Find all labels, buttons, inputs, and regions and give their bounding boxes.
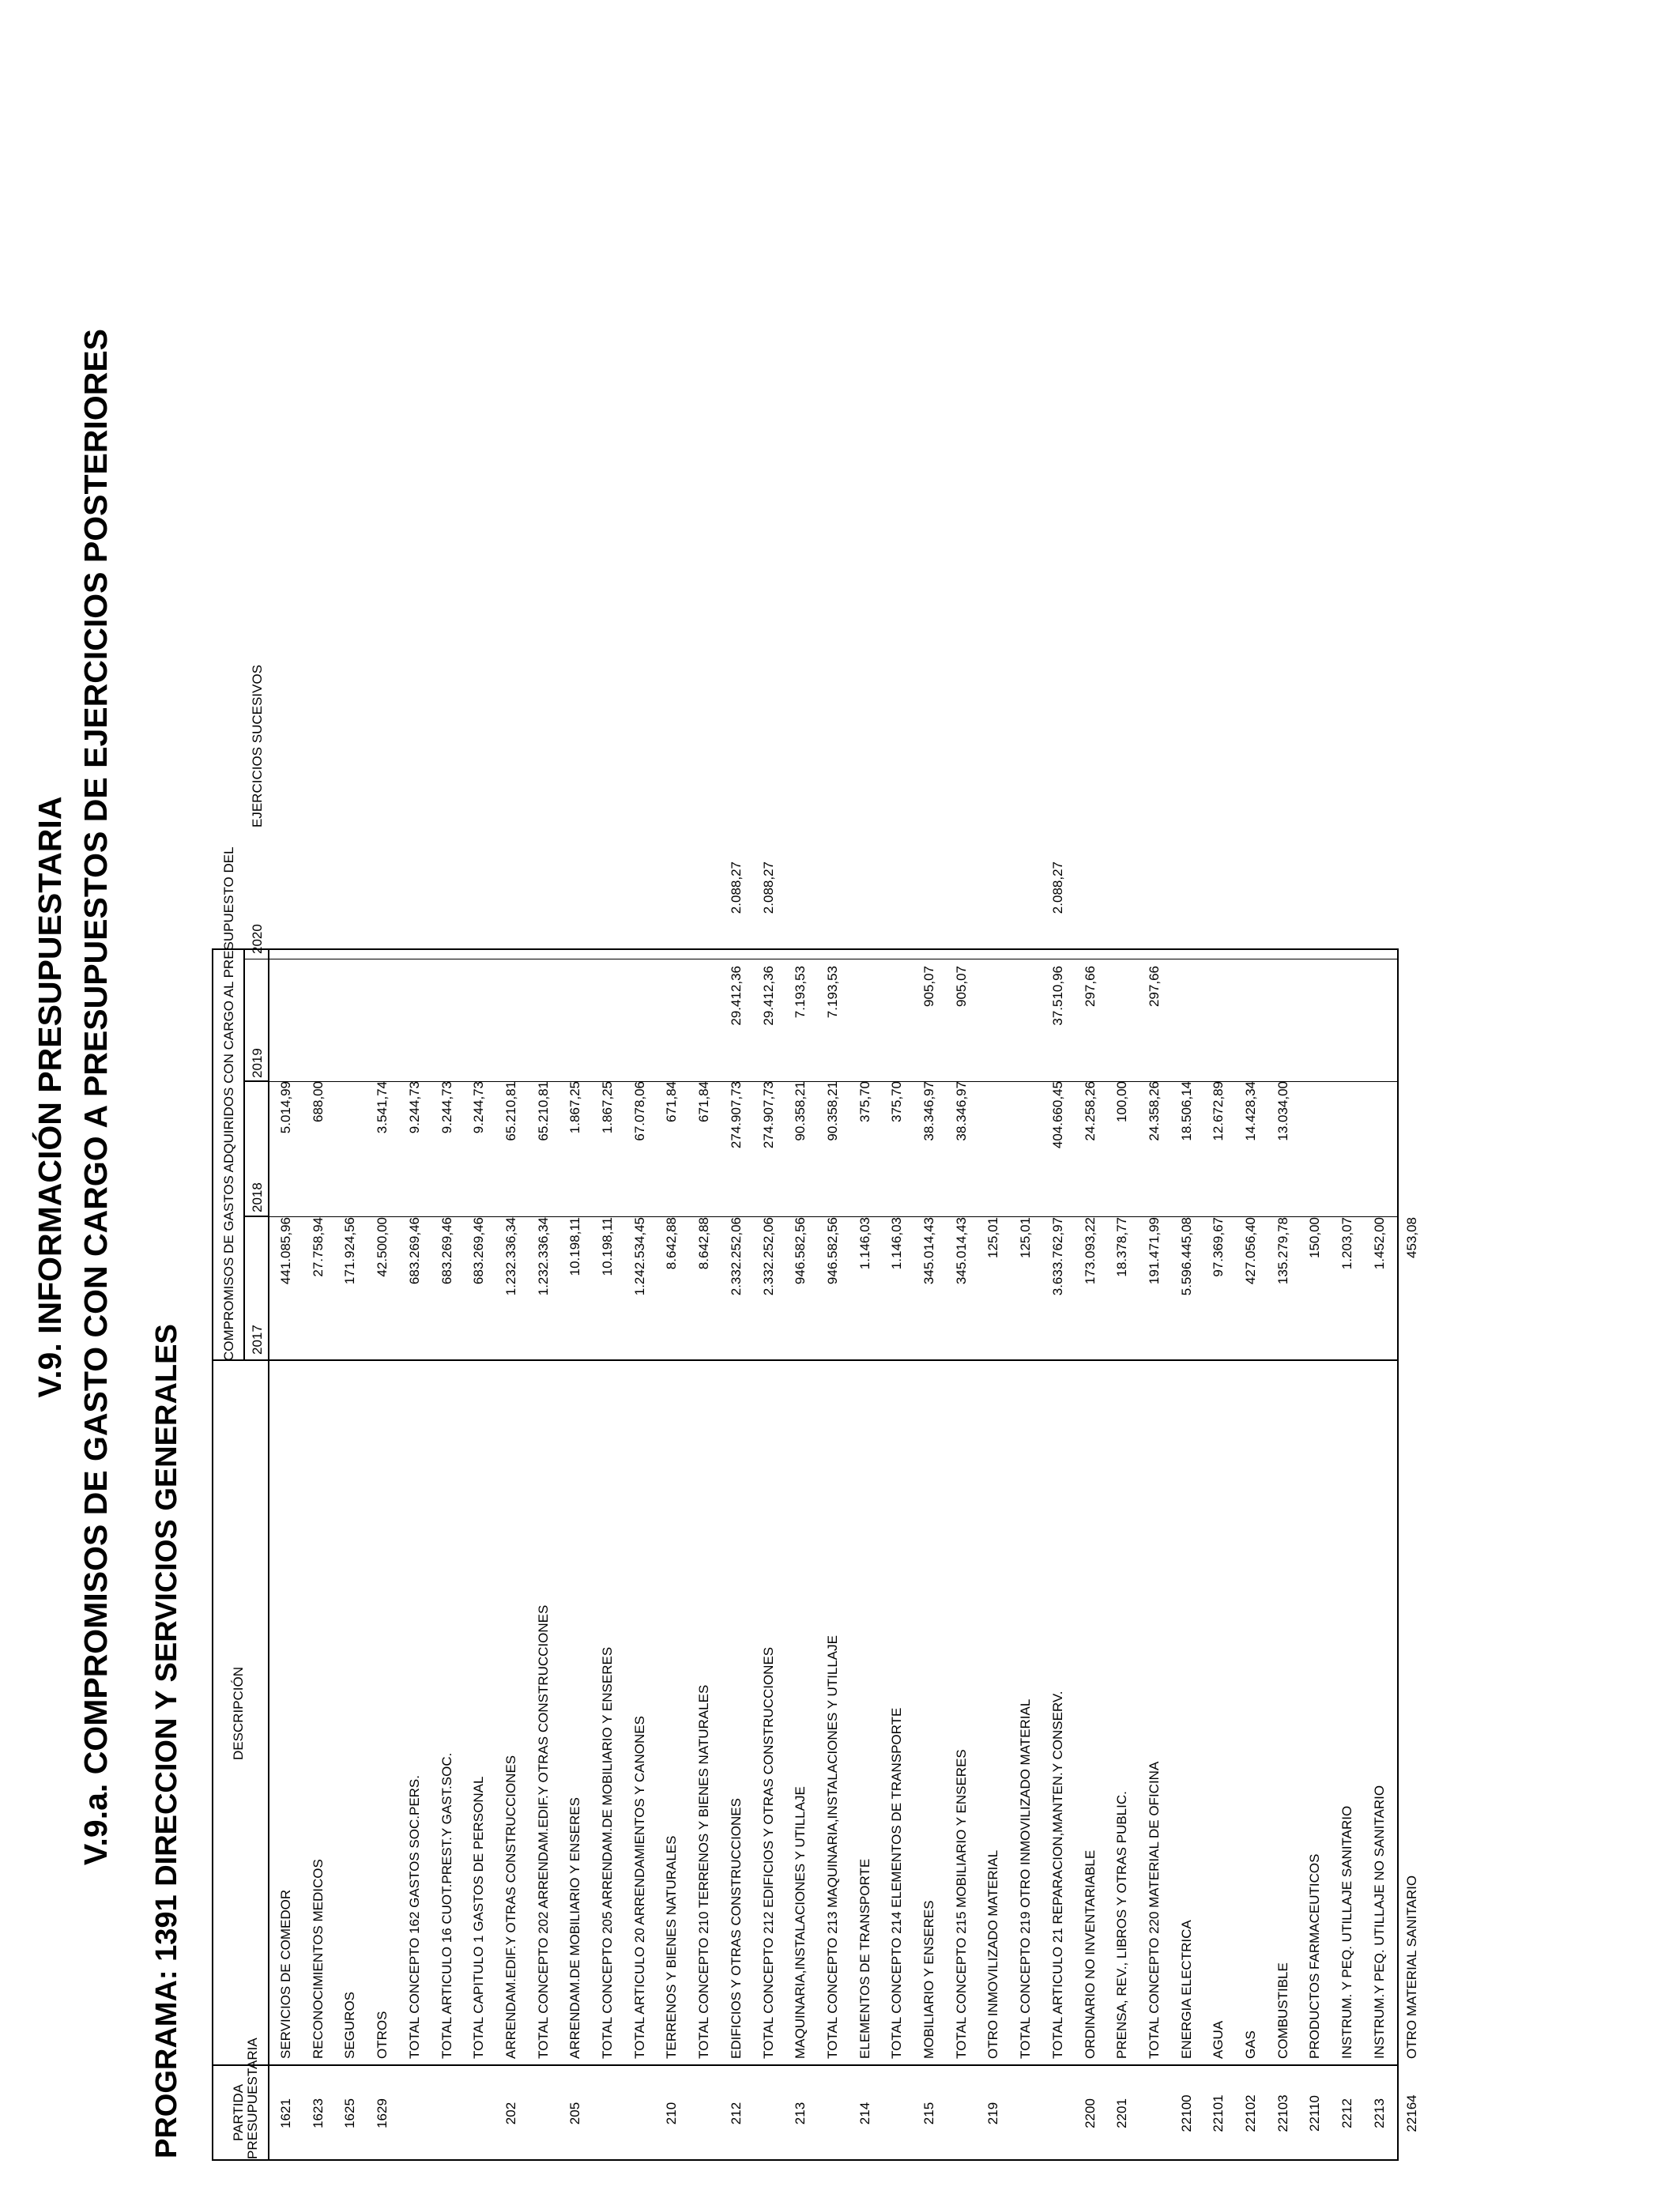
table-row <box>463 947 495 2159</box>
amount-2017: 10.198,11 <box>600 1217 615 1276</box>
amount-2017: 10.198,11 <box>567 1217 583 1276</box>
amount-2017: 1.242.534,45 <box>631 1217 647 1296</box>
partida-code: 1629 <box>375 2098 390 2128</box>
amount-2018: 90.358,21 <box>824 1081 840 1141</box>
amount-2018: 9.244,73 <box>439 1081 454 1134</box>
document-title: V.9. INFORMACIÓN PRESUPUESTARIA <box>32 796 68 1398</box>
table-row <box>1010 947 1042 2159</box>
descripcion-cell: GAS <box>1243 2030 1258 2059</box>
header-year-2020: 2020 <box>250 924 265 954</box>
table-row <box>592 947 623 2159</box>
header-descripcion: DESCRIPCIÓN <box>231 1666 246 1761</box>
descripcion-cell: ENERGIA ELECTRICA <box>1178 1920 1194 2059</box>
descripcion-cell: ARRENDAM.EDIF.Y OTRAS CONSTRUCCIONES <box>503 1755 518 2059</box>
amount-2018: 671,84 <box>664 1081 680 1122</box>
descripcion-cell: ORDINARIO NO INVENTARIABLE <box>1082 1849 1098 2059</box>
amount-2017: 18.378,77 <box>1114 1217 1130 1277</box>
document-subtitle: V.9.a. COMPROMISOS DE GASTO CON CARGO A PRESUPUESTOS DE EJERCICIOS POSTERIORES <box>77 328 114 1866</box>
amount-2018: 688,00 <box>310 1081 326 1122</box>
amount-2018: 67.078,06 <box>631 1081 647 1141</box>
amount-2017: 2.332.252,06 <box>728 1217 744 1296</box>
partida-code: 210 <box>664 2102 680 2125</box>
amount-2019: 297,66 <box>1146 966 1162 1007</box>
partida-code: 22103 <box>1275 2094 1290 2132</box>
amount-2018: 24.358,26 <box>1146 1081 1162 1141</box>
table-row <box>1268 947 1299 2159</box>
amount-2018: 274.907,73 <box>728 1081 744 1149</box>
table-row <box>1042 861 1074 2159</box>
amount-2018: 375,70 <box>857 1081 872 1122</box>
amount-2017: 2.332.252,06 <box>760 1217 776 1296</box>
descripcion-cell: PRENSA, REV., LIBROS Y OTRAS PUBLIC. <box>1114 1791 1130 2059</box>
table-row <box>785 947 816 2159</box>
partida-code: 205 <box>567 2102 583 2125</box>
amount-2017: 427.056,40 <box>1243 1217 1258 1285</box>
descripcion-cell: COMBUSTIBLE <box>1275 1962 1290 2059</box>
partida-code: 214 <box>857 2102 872 2125</box>
descripcion-cell: TOTAL CONCEPTO 220 MATERIAL DE OFICINA <box>1146 1761 1162 2059</box>
descripcion-cell: TOTAL CAPITULO 1 GASTOS DE PERSONAL <box>471 1776 487 2059</box>
header-year-2018: 2018 <box>250 1182 265 1212</box>
descripcion-cell: PRODUCTOS FARMACEUTICOS <box>1307 1853 1323 2059</box>
amount-2017: 191.471,99 <box>1146 1217 1162 1285</box>
col-divider-2017 <box>243 1216 269 1217</box>
amount-2018: 9.244,73 <box>471 1081 487 1134</box>
amount-2018: 3.541,74 <box>375 1081 390 1134</box>
descripcion-cell: SERVICIOS DE COMEDOR <box>278 1889 293 2059</box>
amount-2017: 946.582,56 <box>793 1217 808 1285</box>
table-row <box>688 947 720 2159</box>
descripcion-cell: ARRENDAM.DE MOBILIARIO Y ENSERES <box>567 1797 583 2059</box>
amount-2017: 135.279,78 <box>1275 1217 1290 1285</box>
descripcion-cell: TERRENOS Y BIENES NATURALES <box>664 1835 680 2059</box>
amount-2019: 905,07 <box>921 966 936 1007</box>
amount-2017: 441.085,96 <box>278 1217 293 1285</box>
descripcion-cell: INSTRUM. Y PEQ. UTILLAJE SANITARIO <box>1339 1805 1355 2059</box>
amount-2018: 9.244,73 <box>406 1081 422 1134</box>
descripcion-cell: AGUA <box>1211 2020 1226 2059</box>
table-row <box>1139 947 1170 2159</box>
program-heading: PROGRAMA: 1391 DIRECCION Y SERVICIOS GENERALES <box>150 1324 183 2158</box>
amount-2017: 42.500,00 <box>375 1217 390 1277</box>
descripcion-cell: TOTAL CONCEPTO 215 MOBILIARIO Y ENSERES <box>953 1749 969 2059</box>
table-row <box>270 947 302 2159</box>
amount-2017: 1.452,00 <box>1371 1217 1387 1270</box>
table-row <box>881 947 913 2159</box>
table-row <box>1171 947 1203 2159</box>
descripcion-cell: TOTAL ARTICULO 21 REPARACION,MANTEN.Y CONSERV. <box>1049 1691 1065 2059</box>
descripcion-cell: ELEMENTOS DE TRANSPORTE <box>857 1858 872 2059</box>
table-row <box>656 947 687 2159</box>
partida-code: 22110 <box>1307 2095 1323 2132</box>
amount-2018: 14.428,34 <box>1243 1081 1258 1141</box>
table-row <box>913 947 945 2159</box>
amount-2017: 453,08 <box>1403 1217 1419 1258</box>
table-row <box>1235 947 1267 2159</box>
partida-code: 22102 <box>1243 2094 1258 2132</box>
table-row <box>431 947 463 2159</box>
amount-2020: 2.088,27 <box>1049 861 1065 914</box>
amount-2018: 1.867,25 <box>567 1081 583 1134</box>
table-row <box>849 947 881 2159</box>
amount-2017: 1.232.336,34 <box>535 1217 551 1296</box>
amount-2018: 65.210,81 <box>535 1081 551 1141</box>
amount-2017: 97.369,67 <box>1211 1217 1226 1277</box>
partida-code: 1621 <box>278 2098 293 2128</box>
descripcion-cell: SEGUROS <box>342 1991 358 2059</box>
col-divider-2018 <box>243 1080 269 1082</box>
header-divider-main <box>268 950 269 2159</box>
amount-2017: 683.269,46 <box>439 1217 454 1285</box>
amount-2019: 297,66 <box>1082 966 1098 1007</box>
amount-2020: 2.088,27 <box>760 861 776 914</box>
descripcion-cell: TOTAL ARTICULO 16 CUOT.PREST.Y GAST.SOC. <box>439 1752 454 2059</box>
descripcion-cell: TOTAL CONCEPTO 213 MAQUINARIA,INSTALACIONES Y UTILLAJE <box>824 1635 840 2059</box>
descripcion-cell: EDIFICIOS Y OTRAS CONSTRUCCIONES <box>728 1798 744 2059</box>
partida-code: 219 <box>985 2102 1001 2125</box>
amount-2017: 3.633.762,97 <box>1049 1217 1065 1296</box>
commitments-table <box>212 665 1419 2161</box>
table-row <box>399 947 431 2159</box>
amount-2017: 5.596.445,08 <box>1178 1217 1194 1296</box>
header-compromisos: COMPROMISOS DE GASTOS ADQUIRIDOS CON CARGO AL PRESUPUESTO DEL <box>221 846 236 1361</box>
partida-code: 2212 <box>1339 2098 1355 2128</box>
amount-2019: 7.193,53 <box>824 966 840 1019</box>
partida-code: 22101 <box>1211 2094 1226 2132</box>
partida-code: 22100 <box>1178 2094 1194 2132</box>
amount-2017: 173.093,22 <box>1082 1217 1098 1285</box>
table-row <box>303 947 334 2159</box>
amount-2018: 671,84 <box>696 1081 712 1122</box>
amount-2017: 125,01 <box>1018 1217 1034 1258</box>
descripcion-cell: TOTAL CONCEPTO 210 TERRENOS Y BIENES NATURALES <box>696 1684 712 2059</box>
descripcion-cell: MOBILIARIO Y ENSERES <box>921 1900 936 2059</box>
descripcion-cell: TOTAL CONCEPTO 162 GASTOS SOC.PERS. <box>406 1775 422 2059</box>
descripcion-cell: OTRO INMOVILIZADO MATERIAL <box>985 1849 1001 2059</box>
descripcion-cell: OTROS <box>375 2011 390 2059</box>
amount-2017: 8.642,88 <box>664 1217 680 1270</box>
partida-code: 1625 <box>342 2098 358 2128</box>
descripcion-cell: TOTAL ARTICULO 20 ARRENDAMIENTOS Y CANONES <box>631 1716 647 2059</box>
table-row <box>1075 947 1106 2159</box>
table-row <box>977 947 1009 2159</box>
amount-2018: 24.258,26 <box>1082 1081 1098 1141</box>
descripcion-cell: TOTAL CONCEPTO 214 ELEMENTOS DE TRANSPORTE <box>889 1707 905 2059</box>
amount-2018: 274.907,73 <box>760 1081 776 1149</box>
table-row <box>1106 947 1138 2159</box>
header-ejercicios-sucesivos: EJERCICIOS SUCESIVOS <box>250 665 265 827</box>
table-row <box>1364 947 1396 2159</box>
amount-2018: 404.660,45 <box>1049 1081 1065 1149</box>
amount-2018: 18.506,14 <box>1178 1081 1194 1141</box>
partida-code: 213 <box>793 2102 808 2125</box>
descripcion-cell: TOTAL CONCEPTO 212 EDIFICIOS Y OTRAS CONSTRUCCIONES <box>760 1646 776 2059</box>
table-row <box>1299 947 1331 2159</box>
table-row <box>559 947 591 2159</box>
amount-2017: 1.203,07 <box>1339 1217 1355 1270</box>
descripcion-cell: TOTAL CONCEPTO 205 ARRENDAM.DE MOBILIARIO Y ENSERES <box>600 1646 615 2059</box>
amount-2017: 1.146,03 <box>889 1217 905 1270</box>
partida-code: 2201 <box>1114 2098 1130 2128</box>
header-year-2017: 2017 <box>250 1325 265 1355</box>
table-row <box>1396 947 1428 2159</box>
amount-2018: 65.210,81 <box>503 1081 518 1141</box>
amount-2018: 13.034,00 <box>1275 1081 1290 1141</box>
amount-2020: 2.088,27 <box>728 861 744 914</box>
amount-2019: 29.412,36 <box>728 966 744 1026</box>
table-row <box>721 861 752 2159</box>
header-partida-1: PARTIDA <box>231 2083 246 2142</box>
amount-2019: 29.412,36 <box>760 966 776 1026</box>
table-row <box>817 947 849 2159</box>
table-row <box>528 947 559 2159</box>
partida-code: 2213 <box>1371 2098 1387 2128</box>
header-year-2019: 2019 <box>250 1048 265 1078</box>
partida-code: 22164 <box>1403 2094 1419 2132</box>
amount-2019: 905,07 <box>953 966 969 1007</box>
amount-2017: 1.146,03 <box>857 1217 872 1270</box>
table-row <box>495 947 527 2159</box>
amount-2017: 683.269,46 <box>406 1217 422 1285</box>
amount-2017: 171.924,56 <box>342 1217 358 1285</box>
header-partida-2: PRESUPUESTARIA <box>245 2038 260 2159</box>
amount-2018: 38.346,97 <box>921 1081 936 1141</box>
amount-2018: 1.867,25 <box>600 1081 615 1134</box>
amount-2019: 37.510,96 <box>1049 966 1065 1026</box>
amount-2017: 150,00 <box>1307 1217 1323 1258</box>
table-row <box>1332 947 1363 2159</box>
descripcion-cell: TOTAL CONCEPTO 202 ARRENDAM.EDIF.Y OTRAS CONSTRUCCIONES <box>535 1604 551 2059</box>
amount-2018: 100,00 <box>1114 1081 1130 1122</box>
table-row <box>334 947 366 2159</box>
amount-2017: 683.269,46 <box>471 1217 487 1285</box>
amount-2017: 27.758,94 <box>310 1217 326 1277</box>
table-row <box>367 947 398 2159</box>
descripcion-cell: OTRO MATERIAL SANITARIO <box>1403 1875 1419 2059</box>
amount-2017: 946.582,56 <box>824 1217 840 1285</box>
table-row <box>1203 947 1234 2159</box>
descripcion-cell: TOTAL CONCEPTO 219 OTRO INMOVILIZADO MATERIAL <box>1018 1698 1034 2059</box>
amount-2017: 8.642,88 <box>696 1217 712 1270</box>
amount-2018: 90.358,21 <box>793 1081 808 1141</box>
header-divider-group <box>243 950 245 1361</box>
amount-2017: 345.014,43 <box>921 1217 936 1285</box>
amount-2017: 125,01 <box>985 1217 1001 1258</box>
partida-code: 212 <box>728 2102 744 2125</box>
table-row <box>624 947 656 2159</box>
partida-code: 202 <box>503 2102 518 2125</box>
partida-code: 215 <box>921 2102 936 2125</box>
descripcion-cell: RECONOCIMIENTOS MEDICOS <box>310 1859 326 2059</box>
amount-2018: 12.672,89 <box>1211 1081 1226 1141</box>
amount-2018: 375,70 <box>889 1081 905 1122</box>
descripcion-cell: INSTRUM.Y PEQ. UTILLAJE NO SANITARIO <box>1371 1785 1387 2059</box>
amount-2019: 7.193,53 <box>793 966 808 1019</box>
amount-2017: 345.014,43 <box>953 1217 969 1285</box>
descripcion-cell: MAQUINARIA,INSTALACIONES Y UTILLAJE <box>793 1786 808 2059</box>
amount-2018: 5.014,99 <box>278 1081 293 1134</box>
partida-code: 1623 <box>310 2098 326 2128</box>
amount-2017: 1.232.336,34 <box>503 1217 518 1296</box>
table-row <box>946 947 977 2159</box>
partida-code: 2200 <box>1082 2098 1098 2128</box>
table-row <box>753 861 785 2159</box>
amount-2018: 38.346,97 <box>953 1081 969 1141</box>
